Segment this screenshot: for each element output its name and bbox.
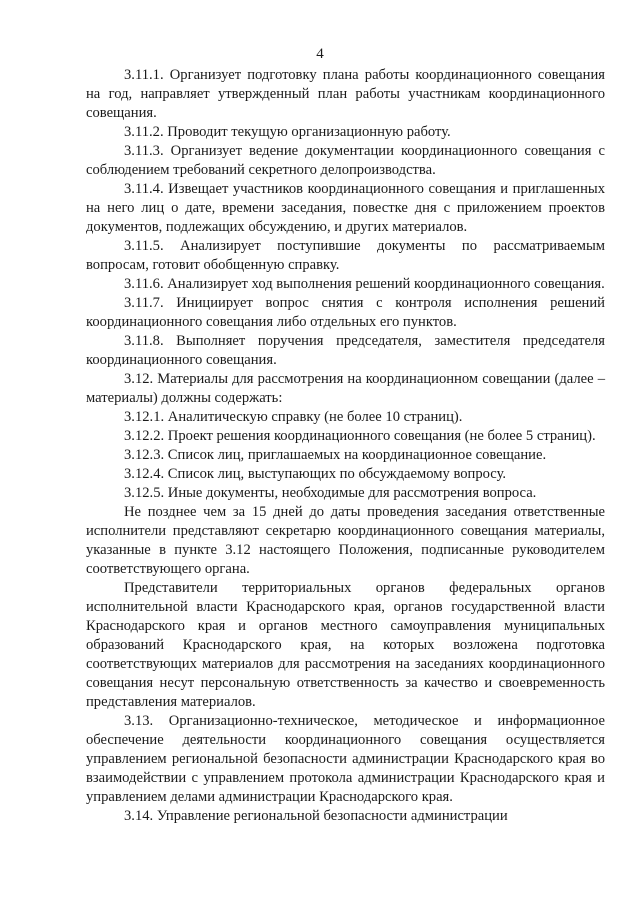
document-body <box>86 66 605 826</box>
paragraph-3-12-2: 3.12.2. Проект решения координационного совещания (не более 5 страниц). <box>124 428 596 444</box>
paragraph-3-11-8: 3.11.8. Выполняет поручения председателя, заместителя председателя координационного совещания. <box>86 333 605 368</box>
paragraph-3-11-3: 3.11.3. Организует ведение документации координационного совещания с соблюдением требований секретного делопроизводства. <box>86 143 605 178</box>
paragraph-responsibility: Представители территориальных органов федеральных органов исполнительной власти Краснодарского края, органов государственной власти Краснодарского края и органов местного самоуправления муниципальных образований Краснодарского края, на которых возложена подготовка соответствующих материалов для рассмотрения на заседаниях координационного совещания несут персональную ответственность за качество и своевременность представления материалов. <box>86 580 605 710</box>
paragraph-3-11-4: 3.11.4. Извещает участников координационного совещания и приглашенных на него лиц о дате, времени заседания, повестке дня с приложением проектов документов, подлежащих обсуждению, и других материалов. <box>86 181 605 235</box>
paragraph-submission-deadline: Не позднее чем за 15 дней до даты проведения заседания ответственные исполнители представляют секретарю координационного совещания материалы, указанные в пункте 3.12 настоящего Положения, подписанные руководителем соответствующего органа. <box>86 504 605 577</box>
paragraph-3-11-5: 3.11.5. Анализирует поступившие документы по рассматриваемым вопросам, готовит обобщенную справку. <box>86 238 605 273</box>
page-number: 4 <box>316 46 324 62</box>
paragraph-3-12-5: 3.12.5. Иные документы, необходимые для рассмотрения вопроса. <box>124 485 537 501</box>
paragraph-3-12-4: 3.12.4. Список лиц, выступающих по обсуждаемому вопросу. <box>124 466 507 482</box>
paragraph-3-11-6: 3.11.6. Анализирует ход выполнения решений координационного совещания. <box>124 276 605 292</box>
paragraph-3-11-2: 3.11.2. Проводит текущую организационную работу. <box>124 124 451 140</box>
paragraph-3-12-1: 3.12.1. Аналитическую справку (не более 10 страниц). <box>124 409 463 425</box>
paragraph-3-14: 3.14. Управление региональной безопасности администрации <box>124 808 508 824</box>
paragraph-3-12: 3.12. Материалы для рассмотрения на координационном совещании (далее – материалы) должны содержать: <box>86 371 605 406</box>
paragraph-3-11-7: 3.11.7. Инициирует вопрос снятия с контроля исполнения решений координационного совещания либо отдельных его пунктов. <box>86 295 605 330</box>
paragraph-3-11-1: 3.11.1. Организует подготовку плана работы координационного совещания на год, направляет утвержденный план работы участникам координационного совещания. <box>86 67 605 121</box>
paragraph-3-12-3: 3.12.3. Список лиц, приглашаемых на координационное совещание. <box>124 447 547 463</box>
paragraph-3-13: 3.13. Организационно-техническое, методическое и информационное обеспечение деятельности координационного совещания осуществляется управлением региональной безопасности администрации Краснодарского края во взаимодействии с управлением протокола администрации Краснодарского края и управлением делами администрации Краснодарского края. <box>86 713 605 805</box>
